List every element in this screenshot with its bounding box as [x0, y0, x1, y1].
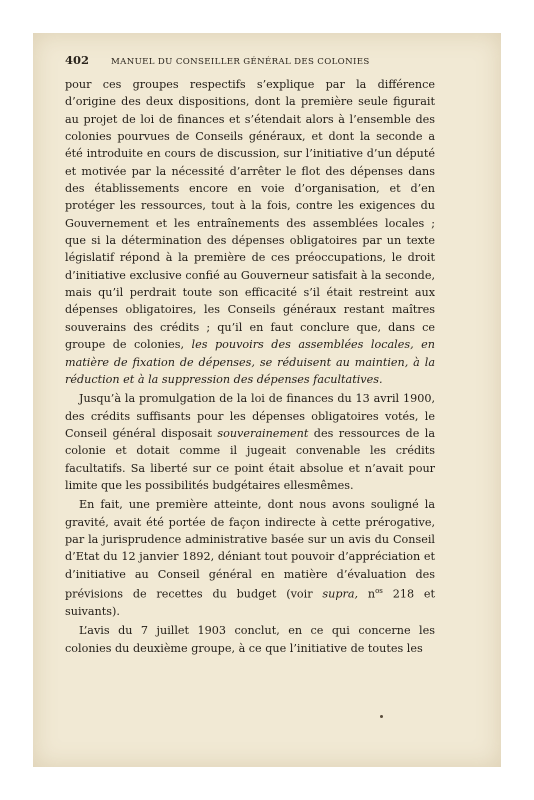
paragraph-4: L’avis du 7 juillet 1903 conclut, en ce qui concerne les colonies du deuxième groupe, à ce que l’initiative de toutes les [65, 624, 435, 655]
paragraph-3-superscript: os [375, 586, 383, 595]
page-number: 402 [65, 53, 90, 67]
paragraph-2-italic: souverainement [217, 426, 309, 440]
page-header [65, 53, 435, 67]
paragraph-3-text-b: n [358, 587, 376, 601]
paragraph-1-text: pour ces groupes respectifs s’explique par la différence d’origine des deux dispositions, dont la première seule figurait au projet de loi de finances et s’étendait alors à l’ensemble des colonies pourvues de Conseils généraux, et dont la seconde a été introduite en cours de discussion, sur l’initiative d’un député et motivée par la nécessité d’arrêter le flot des dépenses dans des établissements encore en voie d’organisation, et d’en protéger les ressources, tout à la fois, contre les exigences du Gouvernement et les entraînements des assemblées locales ; que si la détermination des dépenses obligatoires par un texte législatif répond à la première de ces préoccupations, le droit d’initiative exclusive confié au Gouverneur satisfait à la seconde, mais qu’il perdrait toute son efficacité s’il était restreint aux dépenses obligatoires, les Conseils généraux restant maîtres souverains des crédits ; qu’il en faut conclure que, dans ce groupe de colonies, [65, 78, 435, 352]
paragraph-1 [65, 76, 435, 388]
paragraph-3-text-a: En fait, une première atteinte, dont nous avons souligné la gravité, avait été portée de façon indirecte à cette prérogative, par la jurisprudence administrative basée sur un avis du Conseil d’Etat du 12 janvier 1892, déniant tout pouvoir d’appréciation et d’initiative au Conseil général en matière d’évaluation des prévisions de recettes du budget (voir [65, 498, 435, 601]
paragraph-3-text-c: 218 et suivants). [65, 587, 435, 619]
paragraph-2 [65, 390, 435, 494]
paper-speck [380, 715, 383, 718]
body-text [65, 76, 435, 657]
paragraph-2-text-b: des ressources de la colonie et dotait comme il jugeait convenable les crédits facultatifs. Sa liberté sur ce point était absolue et n’avait pour limite que les possibilités budgétaires ellesmêmes. [65, 426, 435, 492]
paragraph-2-text-a: Jusqu’à la promulgation de la loi de finances du 13 avril 1900, des crédits suffisants pour les dépenses obligatoires votés, le Conseil général disposait [65, 392, 435, 440]
paragraph-1-italic: les pouvoirs des assemblées locales, en matière de fixation de dépenses, se réduisent au maintien, à la réduction et à la suppression des dépenses facultatives. [65, 338, 435, 386]
paragraph-3 [65, 496, 435, 620]
running-head: MANUEL DU CONSEILLER GÉNÉRAL DES COLONIES [111, 57, 370, 67]
paragraph-3-italic: supra, [322, 587, 359, 601]
